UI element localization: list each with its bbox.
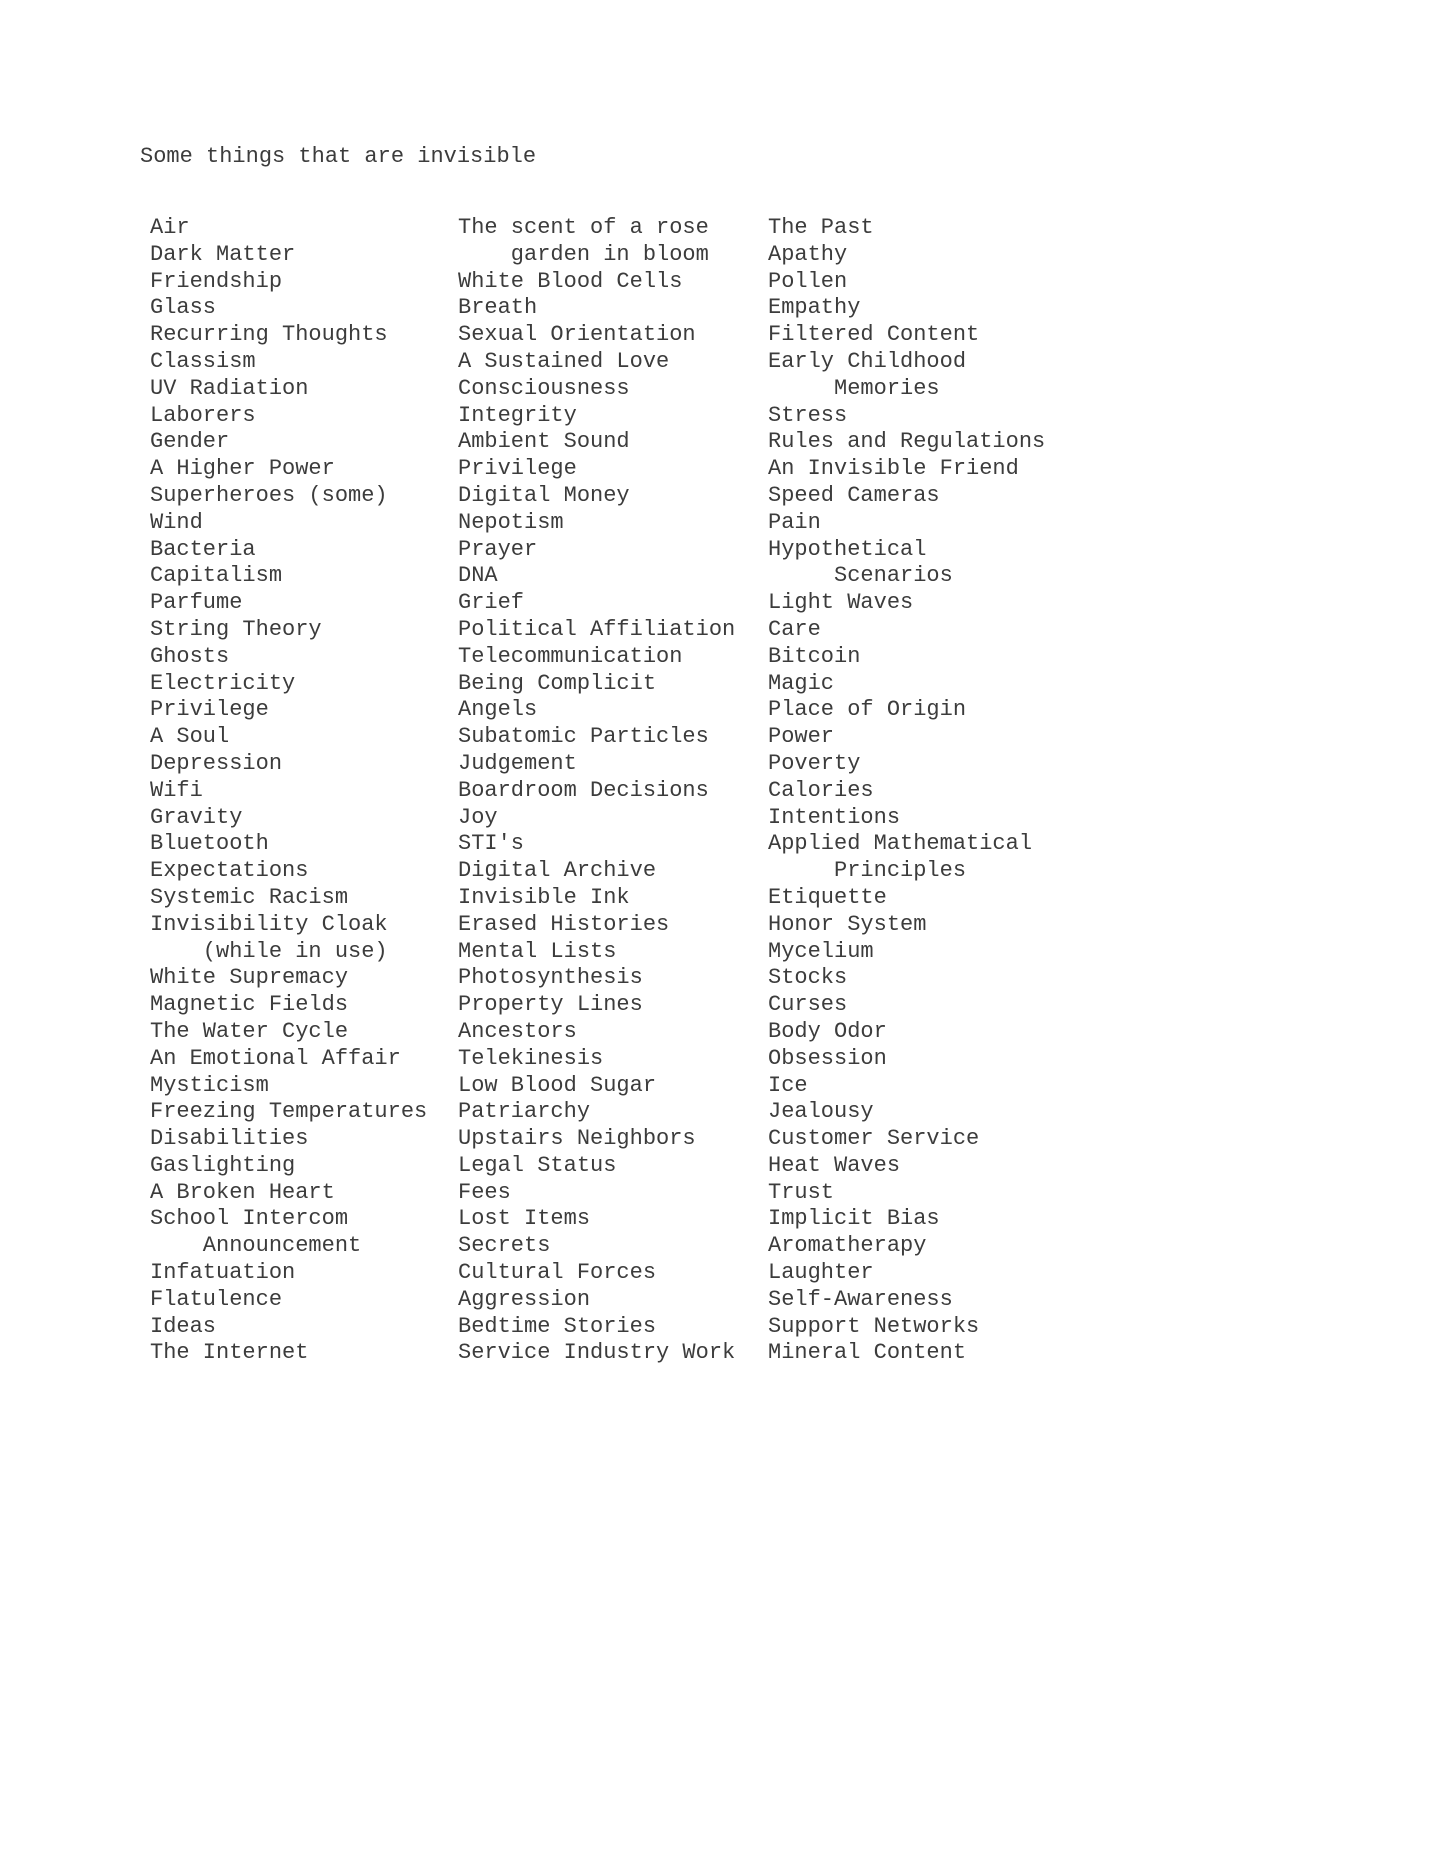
list-item: Telecommunication xyxy=(458,643,683,669)
list-item: Capitalism xyxy=(150,563,283,589)
list-item: Pollen xyxy=(768,268,848,294)
list-item: Filtered Content xyxy=(768,322,980,348)
list-item: Bacteria xyxy=(150,536,256,562)
list-item: A Sustained Love xyxy=(458,348,670,374)
list-item: A Broken Heart xyxy=(150,1179,335,1205)
list-item: The Past xyxy=(768,215,874,240)
list-item: Fees xyxy=(458,1179,511,1205)
list-item: Photosynthesis xyxy=(458,965,643,991)
list-item: UV Radiation xyxy=(150,375,309,401)
list-item: Cultural Forces xyxy=(458,1260,657,1286)
list-item: Low Blood Sugar xyxy=(458,1072,657,1098)
list-item: Scenarios xyxy=(768,563,953,589)
list-item: Bedtime Stories xyxy=(458,1313,657,1339)
list-item: Magnetic Fields xyxy=(150,992,349,1018)
list-item: Heat Waves xyxy=(768,1152,901,1178)
list-item: Place of Origin xyxy=(768,697,967,723)
list-item: Rules and Regulations xyxy=(768,429,1046,455)
list-item: Gaslighting xyxy=(150,1152,296,1178)
list-item: Apathy xyxy=(768,241,848,267)
list-item: garden in bloom xyxy=(458,241,709,267)
list-item: Angels xyxy=(458,697,538,723)
list-item: Invisible Ink xyxy=(458,884,630,910)
list-item: (while in use) xyxy=(150,938,388,964)
list-item: School Intercom xyxy=(150,1206,349,1232)
list-item: Mental Lists xyxy=(458,938,617,964)
list-item: Upstairs Neighbors xyxy=(458,1126,696,1152)
list-item: Electricity xyxy=(150,670,296,696)
list-item: Body Odor xyxy=(768,1018,887,1044)
list-item: Applied Mathematical xyxy=(768,831,1033,857)
list-item: Gender xyxy=(150,429,230,455)
list-item: The Internet xyxy=(150,1340,309,1366)
list-item: Expectations xyxy=(150,858,309,884)
list-item: Systemic Racism xyxy=(150,884,349,910)
list-item: Light Waves xyxy=(768,590,914,616)
list-item: Integrity xyxy=(458,402,577,428)
list-item: Bitcoin xyxy=(768,643,861,669)
list-item: Grief xyxy=(458,590,525,616)
list-item: Stocks xyxy=(768,965,848,991)
list-item: Bluetooth xyxy=(150,831,269,857)
list-item: Principles xyxy=(768,858,967,884)
list-item: Power xyxy=(768,724,835,750)
list-item: Curses xyxy=(768,992,848,1018)
list-item: STI's xyxy=(458,831,525,857)
list-item: Honor System xyxy=(768,911,927,937)
list-item: An Invisible Friend xyxy=(768,456,1019,482)
list-item: Disabilities xyxy=(150,1126,309,1152)
list-item: Telekinesis xyxy=(458,1045,604,1071)
list-item: Glass xyxy=(150,295,217,321)
list-item: Gravity xyxy=(150,804,243,830)
page-title: Some things that are invisible xyxy=(140,144,537,169)
list-item: Ideas xyxy=(150,1313,217,1339)
list-item: String Theory xyxy=(150,616,322,642)
list-item: Magic xyxy=(768,670,835,696)
list-item: Wifi xyxy=(150,777,203,803)
list-item: Secrets xyxy=(458,1233,551,1259)
list-item: Friendship xyxy=(150,268,283,294)
list-item: Stress xyxy=(768,402,848,428)
list-item: Infatuation xyxy=(150,1260,296,1286)
list-item: Announcement xyxy=(150,1233,362,1259)
list-item: An Emotional Affair xyxy=(150,1045,401,1071)
list-item: Etiquette xyxy=(768,884,887,910)
list-item: White Blood Cells xyxy=(458,268,683,294)
list-item: Trust xyxy=(768,1179,835,1205)
list-item: Digital Archive xyxy=(458,858,657,884)
list-item: Implicit Bias xyxy=(768,1206,940,1232)
list-item: Poverty xyxy=(768,750,861,776)
list-item: Aromatherapy xyxy=(768,1233,927,1259)
list-item: Consciousness xyxy=(458,375,630,401)
list-item: Property Lines xyxy=(458,992,643,1018)
list-item: DNA xyxy=(458,563,498,589)
list-item: Privilege xyxy=(458,456,577,482)
list-item: Patriarchy xyxy=(458,1099,591,1125)
list-item: Calories xyxy=(768,777,874,803)
list-item: The Water Cycle xyxy=(150,1018,349,1044)
list-item: Pain xyxy=(768,509,821,535)
list-item: Mineral Content xyxy=(768,1340,967,1366)
column-3 xyxy=(768,215,1045,1367)
list-item: Mycelium xyxy=(768,938,874,964)
list-item: Sexual Orientation xyxy=(458,322,696,348)
list-item: Being Complicit xyxy=(458,670,657,696)
list-item: Ice xyxy=(768,1072,808,1098)
list-item: Care xyxy=(768,616,821,642)
list-item: Mysticism xyxy=(150,1072,269,1098)
column-1 xyxy=(150,215,458,1367)
list-item: Political Affiliation xyxy=(458,616,736,642)
list-item: Dark Matter xyxy=(150,241,296,267)
list-columns xyxy=(150,215,1434,1367)
list-item: White Supremacy xyxy=(150,965,349,991)
list-item: Flatulence xyxy=(150,1286,283,1312)
list-item: Jealousy xyxy=(768,1099,874,1125)
list-item: Breath xyxy=(458,295,538,321)
list-item: Boardroom Decisions xyxy=(458,777,709,803)
list-item: Self-Awareness xyxy=(768,1286,953,1312)
list-item: Laughter xyxy=(768,1260,874,1286)
list-item: Ambient Sound xyxy=(458,429,630,455)
list-item: Air xyxy=(150,215,190,240)
list-item: A Higher Power xyxy=(150,456,335,482)
list-item: Memories xyxy=(768,375,940,401)
list-item: Prayer xyxy=(458,536,538,562)
list-item: Empathy xyxy=(768,295,861,321)
list-item: Superheroes (some) xyxy=(150,482,388,508)
list-item: Early Childhood xyxy=(768,348,967,374)
list-item: Support Networks xyxy=(768,1313,980,1339)
list-item: Hypothetical xyxy=(768,536,927,562)
list-item: The scent of a rose xyxy=(458,215,709,240)
list-item: Nepotism xyxy=(458,509,564,535)
list-item: Service Industry Work xyxy=(458,1340,736,1366)
list-item: Legal Status xyxy=(458,1152,617,1178)
list-item: A Soul xyxy=(150,724,230,750)
list-item: Wind xyxy=(150,509,203,535)
list-item: Laborers xyxy=(150,402,256,428)
list-item: Judgement xyxy=(458,750,577,776)
list-item: Intentions xyxy=(768,804,901,830)
list-item: Ancestors xyxy=(458,1018,577,1044)
list-item: Ghosts xyxy=(150,643,230,669)
list-item: Subatomic Particles xyxy=(458,724,709,750)
list-item: Invisibility Cloak xyxy=(150,911,388,937)
list-item: Privilege xyxy=(150,697,269,723)
list-item: Aggression xyxy=(458,1286,591,1312)
list-item: Parfume xyxy=(150,590,243,616)
list-item: Obsession xyxy=(768,1045,887,1071)
list-item: Lost Items xyxy=(458,1206,591,1232)
list-item: Joy xyxy=(458,804,498,830)
list-item: Depression xyxy=(150,750,283,776)
list-item: Classism xyxy=(150,348,256,374)
list-item: Customer Service xyxy=(768,1126,980,1152)
list-item: Digital Money xyxy=(458,482,630,508)
list-item: Freezing Temperatures xyxy=(150,1099,428,1125)
list-item: Recurring Thoughts xyxy=(150,322,388,348)
list-item: Erased Histories xyxy=(458,911,670,937)
column-2 xyxy=(458,215,768,1367)
list-item: Speed Cameras xyxy=(768,482,940,508)
